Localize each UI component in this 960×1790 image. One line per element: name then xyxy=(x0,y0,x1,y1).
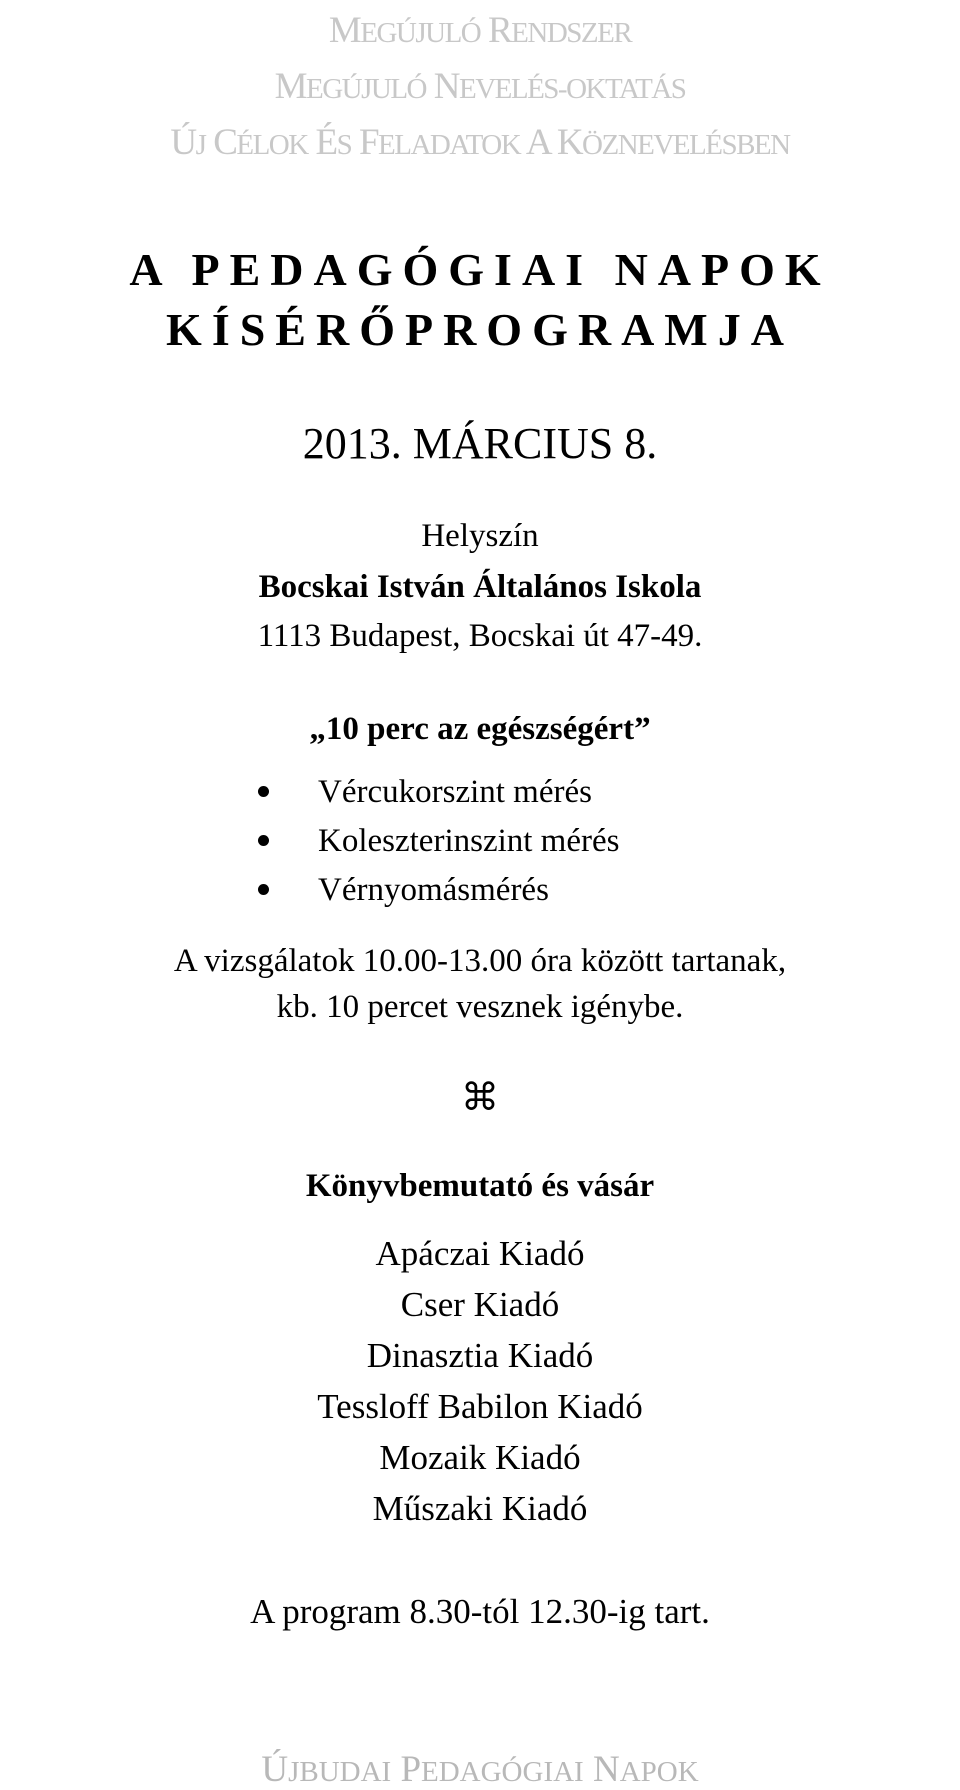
footer-title-text: ÚJBUDAI PEDAGÓGIAI NAPOK xyxy=(261,1749,699,1790)
venue-label: Helyszín xyxy=(421,518,539,554)
header-line-2-text: MEGÚJULÓ NEVELÉS-OKTATÁS xyxy=(274,66,686,107)
health-note-line-2: kb. 10 percet vesznek igénybe. xyxy=(276,989,684,1025)
publisher-item: Mozaik Kiadó xyxy=(379,1438,581,1477)
venue-name: Bocskai István Általános Iskola xyxy=(258,569,702,605)
books-heading: Könyvbemutató és vásár xyxy=(305,1168,655,1204)
health-checks-list xyxy=(258,776,619,923)
header-line-2 xyxy=(0,68,960,105)
health-heading: „10 perc az egészségért” xyxy=(309,711,651,747)
header-line-1 xyxy=(0,12,960,49)
health-check-label: Vérnyomásmérés xyxy=(318,872,549,908)
bullet-icon xyxy=(258,786,269,797)
main-title-line-2: KÍSÉRŐPROGRAMJA xyxy=(166,304,794,355)
venue-address: 1113 Budapest, Bocskai út 47-49. xyxy=(257,618,703,654)
command-icon: ⌘ xyxy=(461,1075,499,1119)
header-line-1-text: MEGÚJULÓ RENDSZER xyxy=(328,10,632,51)
header-line-3-text: ÚJ CÉLOK ÉS FELADATOK A KÖZNEVELÉSBEN xyxy=(170,122,790,163)
health-check-label: Vércukorszint mérés xyxy=(318,774,592,810)
publisher-item: Cser Kiadó xyxy=(400,1285,560,1324)
list-item xyxy=(258,874,619,923)
footer-title xyxy=(0,1751,960,1788)
program-schedule: A program 8.30-tól 12.30-ig tart. xyxy=(250,1592,710,1631)
header-line-3 xyxy=(0,124,960,161)
health-check-label: Koleszterinszint mérés xyxy=(318,823,620,859)
event-date: 2013. MÁRCIUS 8. xyxy=(302,419,658,468)
health-note-line-1: A vizsgálatok 10.00-13.00 óra között tartanak, xyxy=(173,943,787,979)
publisher-item: Dinasztia Kiadó xyxy=(366,1336,594,1375)
list-item xyxy=(258,825,619,874)
list-item xyxy=(258,776,619,825)
bullet-icon xyxy=(258,884,269,895)
publisher-item: Apáczai Kiadó xyxy=(375,1234,585,1273)
main-title-line-1: A PEDAGÓGIAI NAPOK xyxy=(129,244,831,295)
bullet-icon xyxy=(258,835,269,846)
publisher-item: Tessloff Babilon Kiadó xyxy=(317,1387,643,1426)
publisher-item: Műszaki Kiadó xyxy=(372,1489,588,1528)
